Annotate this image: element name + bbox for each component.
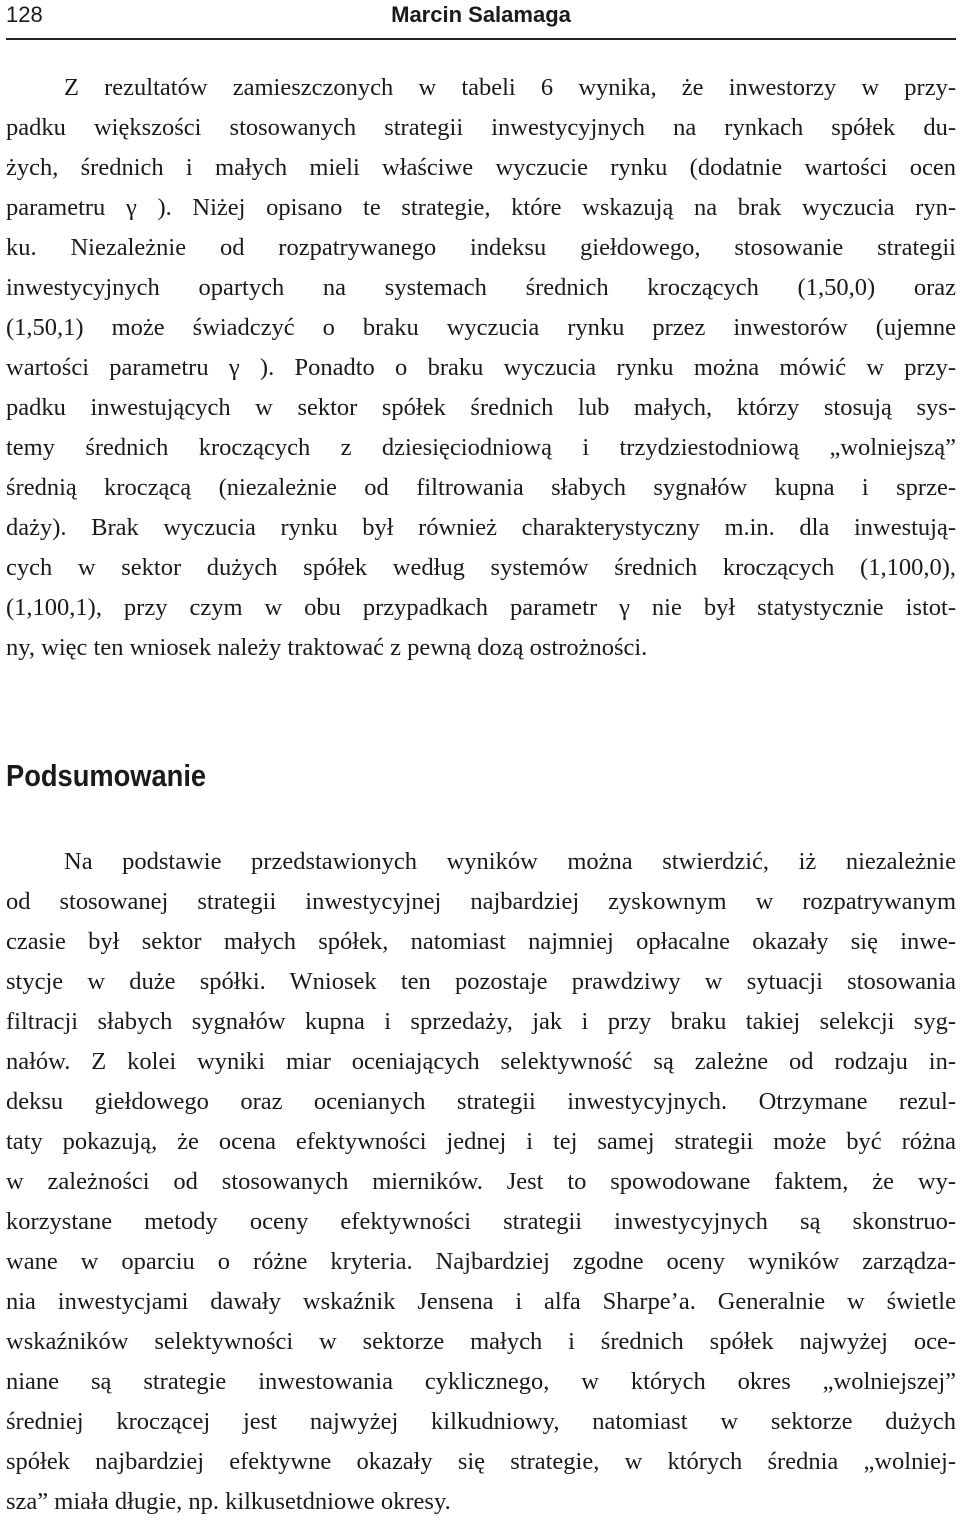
text-line: temy średnich kroczących z dziesięciodniową i trzydziestodniową „wolniejszą” [6,434,956,461]
text-line: wartości parametru γ ). Ponadto o braku wyczucia rynku można mówić w przy- [6,354,956,381]
text-line: (1,50,1) może świadczyć o braku wyczucia rynku przez inwestorów (ujemne [6,314,956,341]
running-head-author: Marcin Salamaga [391,2,571,27]
text-line: nia inwestycjami dawały wskaźnik Jensena i alfa Sharpe’a. Generalnie w świetle [6,1288,956,1315]
text-line: deksu giełdowego oraz ocenianych strategii inwestycyjnych. Otrzymane rezul- [6,1088,956,1115]
text-line: w zależności od stosowanych mierników. Jest to spowodowane faktem, że wy- [6,1168,956,1195]
text-line: padku większości stosowanych strategii inwestycyjnych na rynkach spółek du- [6,114,956,141]
text-line: korzystane metody oceny efektywności strategii inwestycyjnych są skonstruo- [6,1208,956,1235]
text-line: inwestycyjnych opartych na systemach średnich kroczących (1,50,0) oraz [6,274,956,301]
text-line: średnią kroczącą (niezależnie od filtrowania słabych sygnałów kupna i sprze- [6,474,956,501]
text-line: żych, średnich i małych mieli właściwe wyczucie rynku (dodatnie wartości ocen [6,154,956,181]
paragraph-summary [6,842,956,1522]
page-number: 128 [6,2,43,27]
section-heading: Podsumowanie [6,758,207,793]
text-line: padku inwestujących w sektor spółek średnich lub małych, którzy stosują sys- [6,394,956,421]
paragraph-results [6,68,956,668]
page-header [6,0,956,40]
text-line: stycje w duże spółki. Wniosek ten pozostaje prawdziwy w sytuacji stosowania [6,968,956,995]
text-line: filtracji słabych sygnałów kupna i sprzedaży, jak i przy braku takiej selekcji syg- [6,1008,956,1035]
text-line: Z rezultatów zamieszczonych w tabeli 6 wynika, że inwestorzy w przy- [64,74,956,101]
text-line: ku. Niezależnie od rozpatrywanego indeksu giełdowego, stosowanie strategii [6,234,956,261]
text-line: parametru γ ). Niżej opisano te strategie, które wskazują na brak wyczucia ryn- [6,194,956,221]
text-line: sza” miała długie, np. kilkusetdniowe okresy. [6,1488,451,1515]
text-line: wane w oparciu o różne kryteria. Najbardziej zgodne oceny wyników zarządza- [6,1248,956,1275]
text-line: (1,100,1), przy czym w obu przypadkach parametr γ nie był statystycznie istot- [6,594,956,621]
text-line: wskaźników selektywności w sektorze małych i średnich spółek najwyżej oce- [6,1328,956,1355]
text-line: taty pokazują, że ocena efektywności jednej i tej samej strategii może być różna [6,1128,956,1155]
text-line: ny, więc ten wniosek należy traktować z pewną dozą ostrożności. [6,634,648,661]
text-line: od stosowanej strategii inwestycyjnej najbardziej zyskownym w rozpatrywanym [6,888,956,915]
text-line: spółek najbardziej efektywne okazały się strategie, w których średnia „wolniej- [6,1448,956,1475]
text-line: daży). Brak wyczucia rynku był również charakterystyczny m.in. dla inwestują- [6,514,956,541]
text-line: niane są strategie inwestowania cyklicznego, w których okres „wolniejszej” [6,1368,956,1395]
text-line: Na podstawie przedstawionych wyników można stwierdzić, iż niezależnie [64,848,956,875]
text-line: cych w sektor dużych spółek według systemów średnich kroczących (1,100,0), [6,554,956,581]
text-line: średniej kroczącej jest najwyżej kilkudniowy, natomiast w sektorze dużych [6,1408,956,1435]
text-line: nałów. Z kolei wyniki miar oceniających selektywność są zależne od rodzaju in- [6,1048,956,1075]
text-line: czasie był sektor małych spółek, natomiast najmniej opłacalne okazały się inwe- [6,928,956,955]
